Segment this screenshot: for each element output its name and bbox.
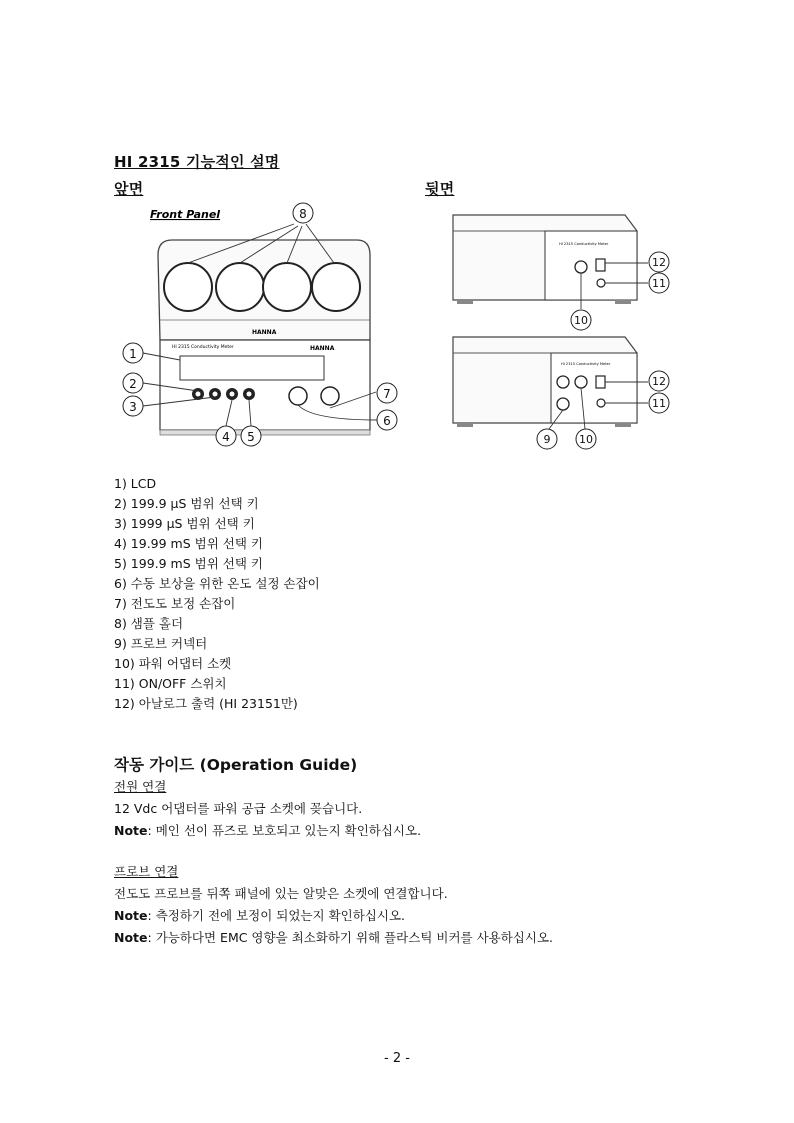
note-text: : 측정하기 전에 보정이 되었는지 확인하십시오. — [147, 908, 405, 923]
list-item: 3) 1999 μS 범위 선택 키 — [114, 516, 255, 531]
callout-7: 7 — [383, 387, 391, 401]
callout-8: 8 — [299, 207, 307, 221]
callout-12-top: 12 — [652, 256, 666, 269]
probe-connector-2 — [557, 398, 569, 410]
list-item: 11) ON/OFF 스위치 — [114, 676, 227, 691]
list-item: 10) 파워 어댑터 소켓 — [114, 656, 232, 671]
section-title: HI 2315 기능적인 설명 — [114, 153, 280, 171]
callout-12-bottom: 12 — [652, 375, 666, 388]
front-panel-caption: Front Panel — [150, 208, 221, 221]
power-socket-top — [575, 261, 587, 273]
power-line: 12 Vdc 어댑터를 파워 공급 소켓에 꽂습니다. — [114, 801, 363, 816]
probe-connector-1 — [557, 376, 569, 388]
callout-11-top: 11 — [652, 277, 666, 290]
back-panel-diagram — [445, 205, 675, 455]
list-item: 4) 19.99 mS 범위 선택 키 — [114, 536, 263, 551]
back-model-label-2: HI 2315 Conductivity Meter — [561, 362, 611, 366]
analog-output-bottom — [596, 376, 605, 388]
probe-line: 전도도 프로브를 뒤쪽 패널에 있는 알맞은 소켓에 연결합니다. — [114, 886, 448, 901]
feature-list — [114, 474, 320, 714]
temperature-knob — [289, 387, 307, 405]
model-label: HI 2315 Conductivity Meter — [172, 345, 234, 350]
note-label: Note — [114, 930, 148, 945]
note-label: Note — [114, 823, 148, 838]
list-item: 7) 전도도 보정 손잡이 — [114, 596, 236, 611]
list-item: 6) 수동 보상을 위한 온도 설정 손잡이 — [114, 576, 320, 591]
guide-title: 작동 가이드 (Operation Guide) — [114, 756, 358, 774]
power-note — [114, 821, 421, 839]
lcd-display — [180, 356, 324, 380]
list-item: 1) LCD — [114, 476, 157, 491]
list-item: 5) 199.9 mS 범위 선택 키 — [114, 556, 263, 571]
callout-5: 5 — [247, 430, 255, 444]
back-model-label-1: HI 2315 Conductivity Meter — [559, 242, 609, 246]
analog-output-top — [596, 259, 605, 271]
callout-3: 3 — [129, 400, 137, 414]
front-panel-diagram — [112, 200, 412, 452]
callout-6: 6 — [383, 414, 391, 428]
list-item: 2) 199.9 μS 범위 선택 키 — [114, 496, 259, 511]
list-item: 12) 아날로그 출력 (HI 23151만) — [114, 696, 298, 711]
power-subtitle: 전원 연결 — [114, 779, 167, 794]
callout-2: 2 — [129, 377, 137, 391]
list-item: 8) 샘플 홀더 — [114, 616, 184, 631]
switch-top — [597, 279, 605, 287]
calibration-knob — [321, 387, 339, 405]
callout-9: 9 — [543, 433, 551, 446]
switch-bottom — [597, 399, 605, 407]
callout-1: 1 — [129, 347, 137, 361]
note-text: : 가능하다면 EMC 영향을 최소화하기 위해 플라스틱 비커를 사용하십시오. — [147, 930, 553, 945]
list-item: 9) 프로브 커넥터 — [114, 636, 208, 651]
back-label: 뒷면 — [425, 180, 455, 198]
brand-logo: HANNA — [252, 329, 277, 336]
note-text: : 메인 선이 퓨즈로 보호되고 있는지 확인하십시오. — [147, 823, 422, 838]
brand-logo-small: HANNA — [310, 345, 335, 352]
front-label: 앞면 — [114, 180, 144, 198]
probe-note-2 — [114, 928, 553, 946]
callout-11-bottom: 11 — [652, 397, 666, 410]
probe-note-1 — [114, 906, 405, 924]
probe-subtitle: 프로브 연결 — [114, 864, 179, 879]
power-socket-bottom — [575, 376, 587, 388]
callout-4: 4 — [222, 430, 230, 444]
note-label: Note — [114, 908, 148, 923]
callout-10-top: 10 — [574, 314, 588, 327]
callout-10-bottom: 10 — [579, 433, 593, 446]
page-number: - 2 - — [384, 1051, 410, 1066]
